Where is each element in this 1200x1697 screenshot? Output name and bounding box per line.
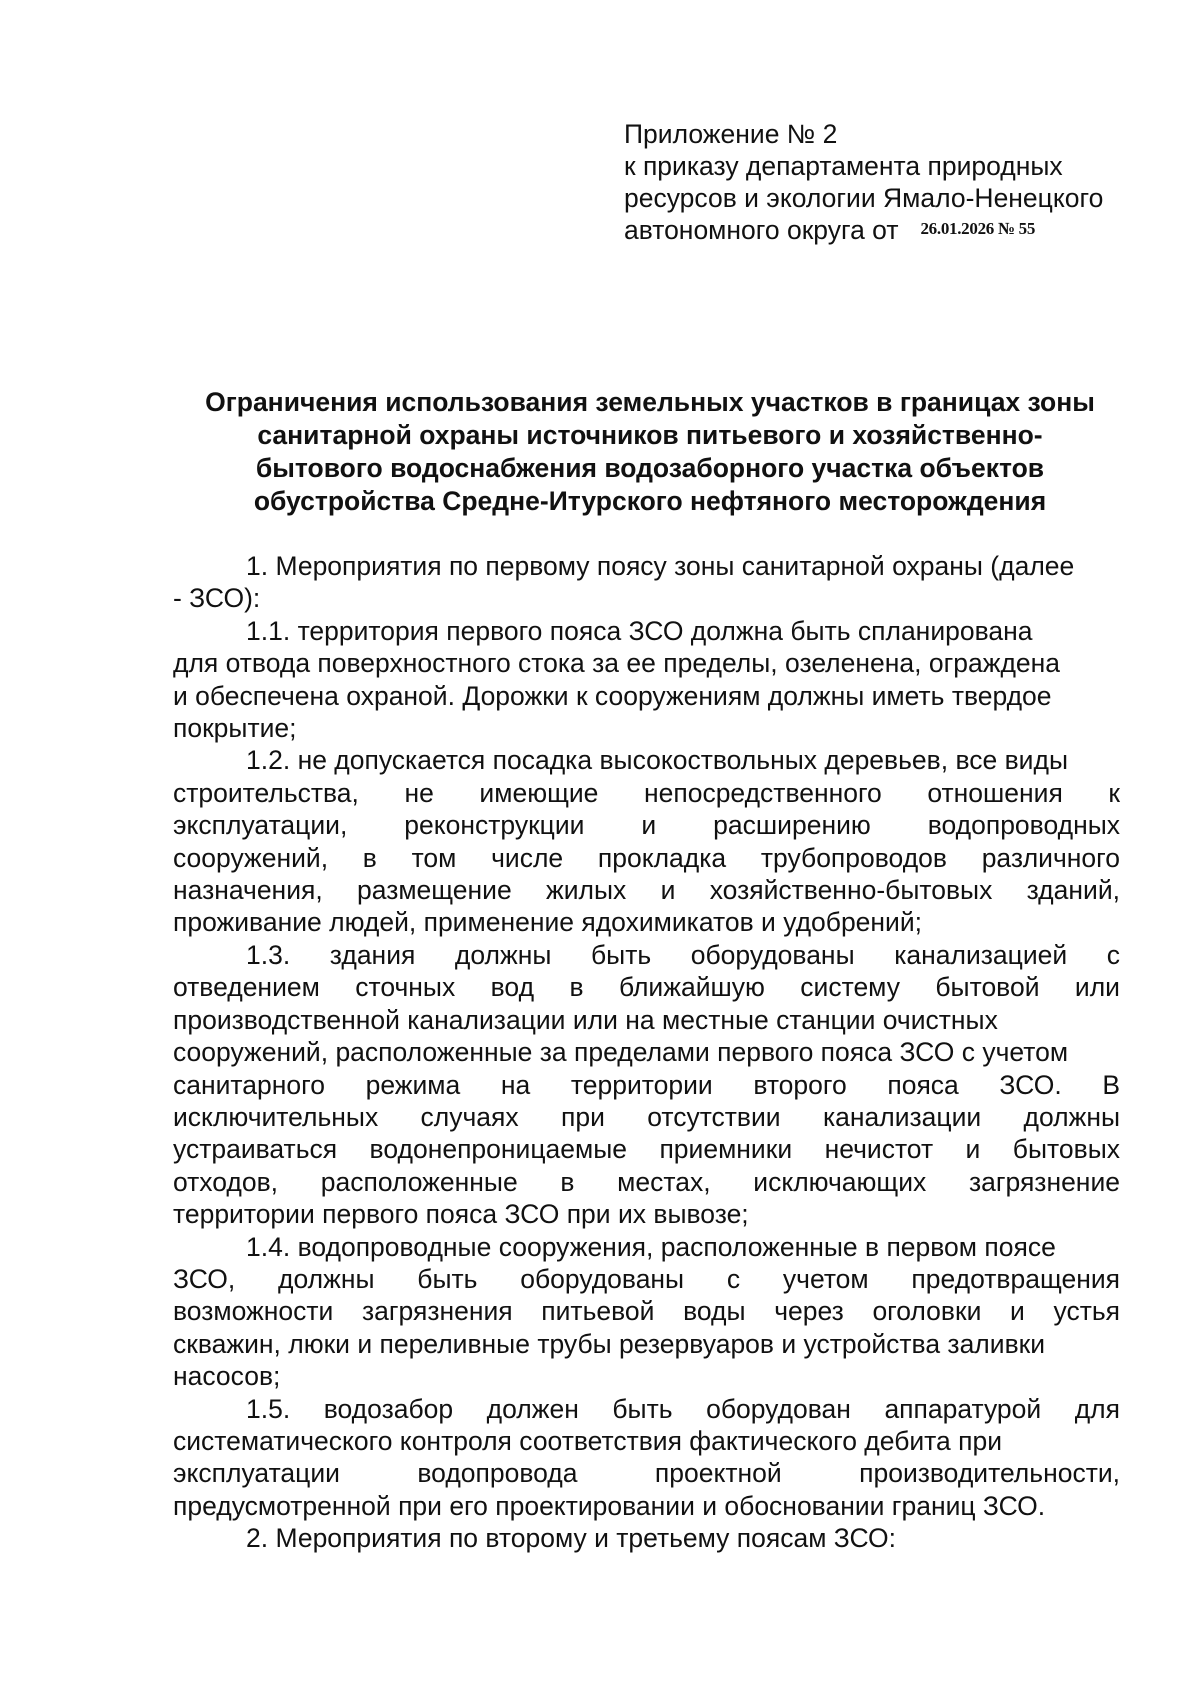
text-line: ЗСО, должны быть оборудованы с учетом предотвращения [173, 1263, 1120, 1294]
text-line: территории первого пояса ЗСО при их вывозе; [173, 1199, 749, 1230]
paragraph-1-3 [173, 939, 1120, 1231]
text-line: 1. Мероприятия по первому поясу зоны санитарной охраны (далее [246, 551, 1075, 581]
text-line: сооружений, расположенные за пределами первого пояса ЗСО с учетом [173, 1037, 1069, 1068]
text-line: покрытие; [173, 713, 297, 744]
appendix-line: к приказу департамента природных [624, 151, 1063, 181]
text-line: насосов; [173, 1361, 281, 1392]
appendix-header [624, 118, 1144, 250]
paragraph-1-1 [173, 615, 1120, 745]
text-line: эксплуатации, реконструкции и расширению водопроводных [173, 810, 1120, 841]
paragraph-1-5 [173, 1393, 1120, 1523]
text-line: 2. Мероприятия по второму и третьему поясам ЗСО: [246, 1523, 897, 1554]
text-line: отведением сточных вод в ближайшую систему бытовой или [173, 972, 1120, 1003]
title-line: санитарной охраны источников питьевого и хозяйственно- [257, 420, 1043, 450]
text-line: для отвода поверхностного стока за ее пределы, озеленена, ограждена [173, 648, 1061, 679]
document-body [173, 550, 1120, 1555]
text-line: возможности загрязнения питьевой воды через оголовки и устья [173, 1296, 1120, 1327]
title-line: обустройства Средне-Итурского нефтяного месторождения [253, 486, 1047, 516]
appendix-line [624, 214, 1144, 250]
text-line: 1.2. не допускается посадка высокоствольных деревьев, все виды [246, 745, 1068, 776]
text-line: 1.3. здания должны быть оборудованы канализацией с [246, 939, 1120, 970]
text-line: предусмотренной при его проектировании и обосновании границ ЗСО. [173, 1490, 1046, 1521]
title-line: бытового водоснабжения водозаборного участка объектов [255, 453, 1045, 483]
appendix-line-text: автономного округа от [624, 215, 899, 245]
text-line: скважин, люки и переливные трубы резервуаров и устройства заливки [173, 1328, 1046, 1359]
appendix-line: Приложение № 2 [624, 119, 838, 149]
text-line: проживание людей, применение ядохимикатов и удобрений; [173, 907, 923, 938]
text-line: эксплуатации водопровода проектной производительности, [173, 1458, 1120, 1489]
paragraph-1-4 [173, 1231, 1120, 1393]
text-line: устраиваться водонепроницаемые приемники нечистот и бытовых [173, 1134, 1120, 1165]
appendix-line: ресурсов и экологии Ямало-Ненецкого [624, 183, 1104, 213]
text-line: сооружений, в том числе прокладка трубопроводов различного [173, 842, 1120, 873]
order-date-number-stamp: 26.01.2026 № 55 [920, 219, 1036, 238]
text-line: санитарного режима на территории второго пояса ЗСО. В [173, 1069, 1120, 1100]
document-title [170, 386, 1130, 518]
text-line: строительства, не имеющие непосредственного отношения к [173, 777, 1120, 808]
text-line: 1.5. водозабор должен быть оборудован аппаратурой для [246, 1393, 1120, 1424]
text-line: - ЗСО): [173, 583, 261, 614]
text-line: производственной канализации или на местные станции очистных [173, 1004, 998, 1035]
paragraph-2 [173, 1522, 1120, 1554]
text-line: исключительных случаях при отсутствии канализации должны [173, 1101, 1120, 1132]
paragraph-1-2 [173, 744, 1120, 938]
text-line: отходов, расположенные в местах, исключающих загрязнение [173, 1166, 1120, 1197]
text-line: 1.4. водопроводные сооружения, расположенные в первом поясе [246, 1231, 1056, 1262]
text-line: и обеспечена охраной. Дорожки к сооружениям должны иметь твердое [173, 680, 1052, 711]
text-line: назначения, размещение жилых и хозяйственно-бытовых зданий, [173, 875, 1120, 906]
text-line: систематического контроля соответствия фактического дебита при [173, 1425, 1003, 1456]
paragraph-1 [173, 550, 1120, 615]
text-line: 1.1. территория первого пояса ЗСО должна быть спланирована [246, 615, 1033, 646]
title-line: Ограничения использования земельных участков в границах зоны [205, 387, 1095, 417]
